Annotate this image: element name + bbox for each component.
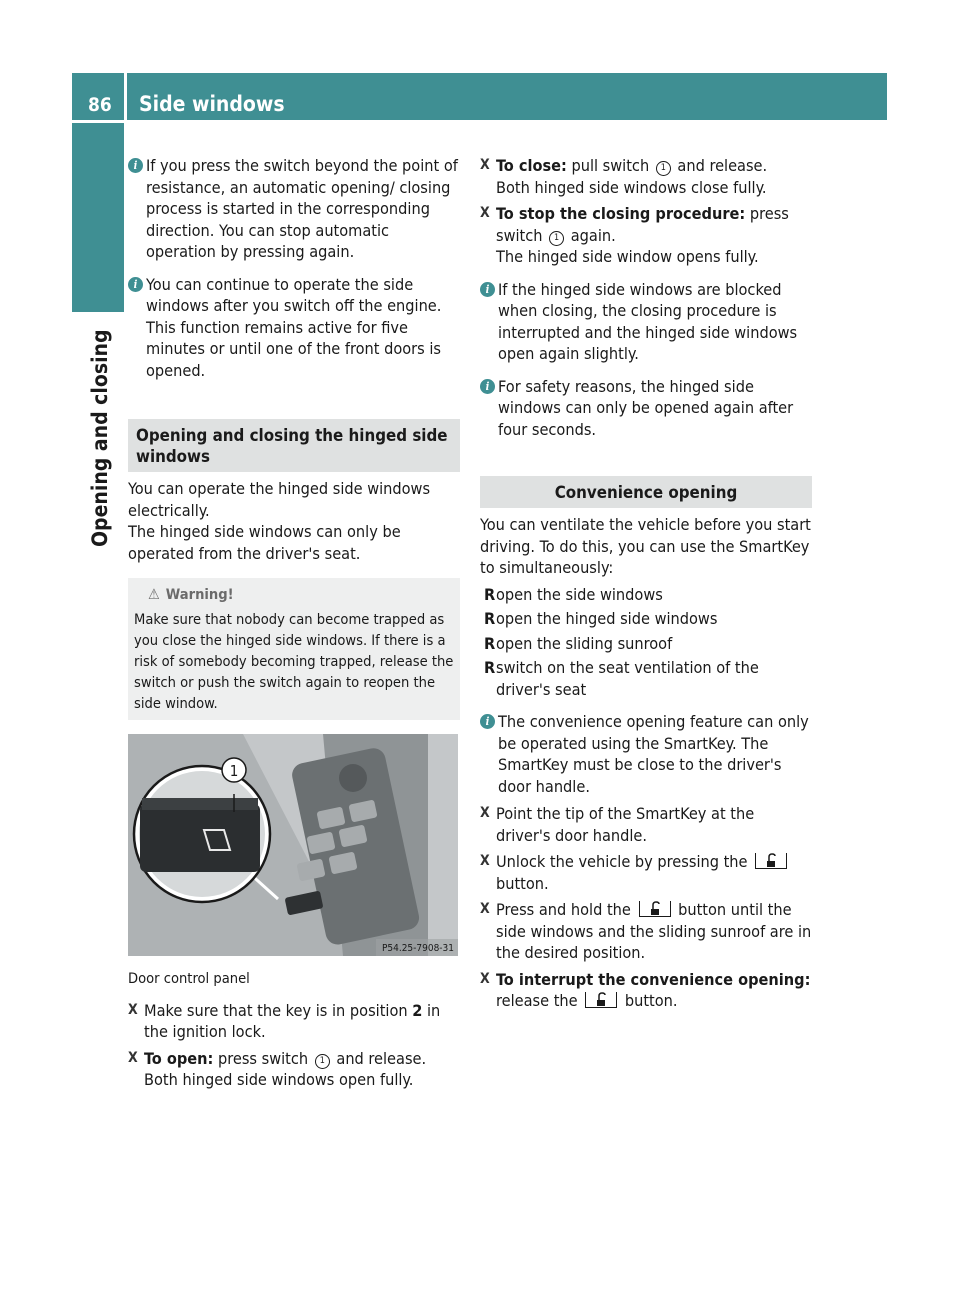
figure-code: P54.25-7908-31: [381, 943, 454, 954]
switch-number-icon: 1: [549, 231, 564, 246]
step-text-part: and release.: [672, 156, 768, 175]
list-item: [480, 657, 812, 700]
info-text: For safety reasons, the hinged side windows can only be opened again after four seconds.: [498, 376, 794, 439]
list-item-text: open the hinged side windows: [496, 609, 718, 628]
door-control-panel-image: [128, 734, 458, 956]
warning-text: Make sure that nobody can become trapped as you close the hinged side windows. If there is a risk of somebody becoming trapped, release the switch or push the switch again to reopen the side window.: [134, 611, 454, 712]
info-note: [128, 274, 460, 382]
instruction-step: [128, 1000, 460, 1043]
step-text: [496, 851, 812, 894]
info-note: [128, 155, 460, 263]
step-text-part: Make sure that the key is in position: [144, 1000, 413, 1020]
unlock-button-icon: [639, 901, 671, 917]
warning-title-text: Warning!: [165, 586, 234, 603]
step-text-part: in the ignition lock.: [144, 1000, 441, 1041]
header-divider: [124, 73, 127, 120]
step-text-part: Press and hold the: [496, 900, 636, 919]
step-label: To interrupt the convenience opening:: [496, 969, 811, 989]
header-bar: [72, 73, 887, 120]
unlock-button-icon: [755, 853, 787, 869]
step-arrow-icon: X: [480, 853, 490, 869]
page-number: 86: [88, 94, 112, 116]
instruction-step: [480, 155, 812, 198]
info-icon: i: [128, 158, 143, 173]
unlock-button-icon: [585, 992, 617, 1008]
section-heading-convenience-opening: Convenience opening: [480, 476, 812, 508]
info-icon: i: [128, 277, 143, 292]
step-text-part: button until the side windows and the sliding sunroof are in the desired position.: [496, 900, 812, 962]
info-text: If the hinged side windows are blocked when closing, the closing procedure is interrupted and the hinged side windows open again slightly.: [498, 279, 798, 363]
list-item: [480, 633, 812, 655]
switch-number-icon: 1: [315, 1054, 330, 1069]
step-label: To open:: [144, 1048, 214, 1068]
figure-callout-number: 1: [229, 762, 239, 780]
chapter-label: [80, 312, 120, 547]
step-label: To stop the closing procedure:: [496, 204, 746, 223]
step-arrow-icon: X: [480, 805, 490, 821]
list-item: [480, 608, 812, 630]
instruction-step: [480, 851, 812, 894]
info-text: If you press the switch beyond the point of resistance, an automatic opening/ closing process is started in the corresponding direction. You can stop automatic operation by pressing again.: [146, 156, 458, 261]
step-arrow-icon: X: [128, 1001, 138, 1018]
step-text-part: button.: [620, 991, 678, 1010]
step-text-part: Both hinged side windows open fully.: [144, 1070, 414, 1089]
bullet-icon: R: [484, 584, 496, 604]
right-column: [480, 155, 812, 1017]
step-text: [496, 203, 812, 268]
warning-title: [148, 584, 454, 605]
info-note: [480, 711, 812, 797]
step-text-part: The hinged side window opens fully.: [496, 247, 759, 266]
list-item-text: open the sliding sunroof: [496, 633, 673, 653]
section-heading-hinged-windows: Opening and closing the hinged side windows: [128, 419, 460, 472]
page-title: Side windows: [139, 92, 285, 116]
step-text: [496, 969, 812, 1012]
door-panel-illustration: [128, 734, 458, 956]
switch-number-icon: 1: [656, 161, 671, 176]
step-text-part: Unlock the vehicle by pressing the: [496, 852, 753, 871]
paragraph: You can operate the hinged side windows electrically.: [128, 479, 431, 520]
key-position: 2: [412, 1000, 423, 1020]
info-icon: i: [480, 714, 495, 729]
step-arrow-icon: X: [128, 1049, 138, 1066]
step-text-part: again.: [566, 225, 616, 245]
info-note: [480, 279, 812, 365]
step-text-part: press switch: [213, 1048, 313, 1068]
step-text: [144, 1048, 460, 1091]
info-icon: i: [480, 379, 495, 394]
step-text-part: press switch: [496, 204, 789, 245]
instruction-step: [128, 1048, 460, 1091]
warning-triangle-icon: ⚠: [148, 586, 160, 603]
info-text: You can continue to operate the side windows after you switch off the engine. This function remains active for five minutes or until one of the front doors is opened.: [146, 274, 442, 380]
list-item-text: open the side windows: [496, 584, 663, 604]
info-note: [480, 376, 812, 441]
step-text-part: button.: [496, 873, 549, 893]
paragraph: You can ventilate the vehicle before you start driving. To do this, you can use the SmartKey to simultaneously:: [480, 515, 811, 577]
list-item: [480, 584, 812, 606]
bullet-icon: R: [484, 633, 496, 653]
step-label: To close:: [496, 156, 567, 175]
step-text: Point the tip of the SmartKey at the driver's door handle.: [496, 804, 755, 845]
step-arrow-icon: X: [480, 970, 490, 987]
chapter-label-text: Opening and closing: [88, 329, 112, 547]
side-tab: [72, 123, 124, 312]
info-text: The convenience opening feature can only be operated using the SmartKey. The SmartKey must be close to the driver's door handle.: [498, 712, 809, 796]
bullet-icon: R: [484, 609, 496, 628]
step-text-part: and release.: [331, 1048, 427, 1068]
instruction-step: [480, 203, 812, 268]
step-arrow-icon: X: [480, 901, 490, 917]
step-text-part: Both hinged side windows close fully.: [496, 177, 767, 197]
left-column: [128, 155, 460, 1096]
step-text-part: pull switch: [566, 156, 654, 175]
step-arrow-icon: X: [480, 157, 490, 173]
list-item-text: switch on the seat ventilation of the driver's seat: [496, 658, 759, 699]
figure-caption: Door control panel: [128, 970, 250, 987]
step-arrow-icon: X: [480, 205, 490, 221]
instruction-step: [480, 969, 812, 1012]
step-text-part: release the: [496, 991, 583, 1010]
paragraph: The hinged side windows can only be operated from the driver's seat.: [128, 522, 401, 563]
step-text: [144, 1000, 460, 1043]
warning-box: [128, 578, 460, 720]
step-text: [496, 899, 812, 964]
bullet-icon: R: [484, 658, 496, 677]
step-text: [496, 155, 812, 198]
instruction-step: [480, 899, 812, 964]
info-icon: i: [480, 282, 495, 297]
instruction-step: [480, 803, 812, 846]
